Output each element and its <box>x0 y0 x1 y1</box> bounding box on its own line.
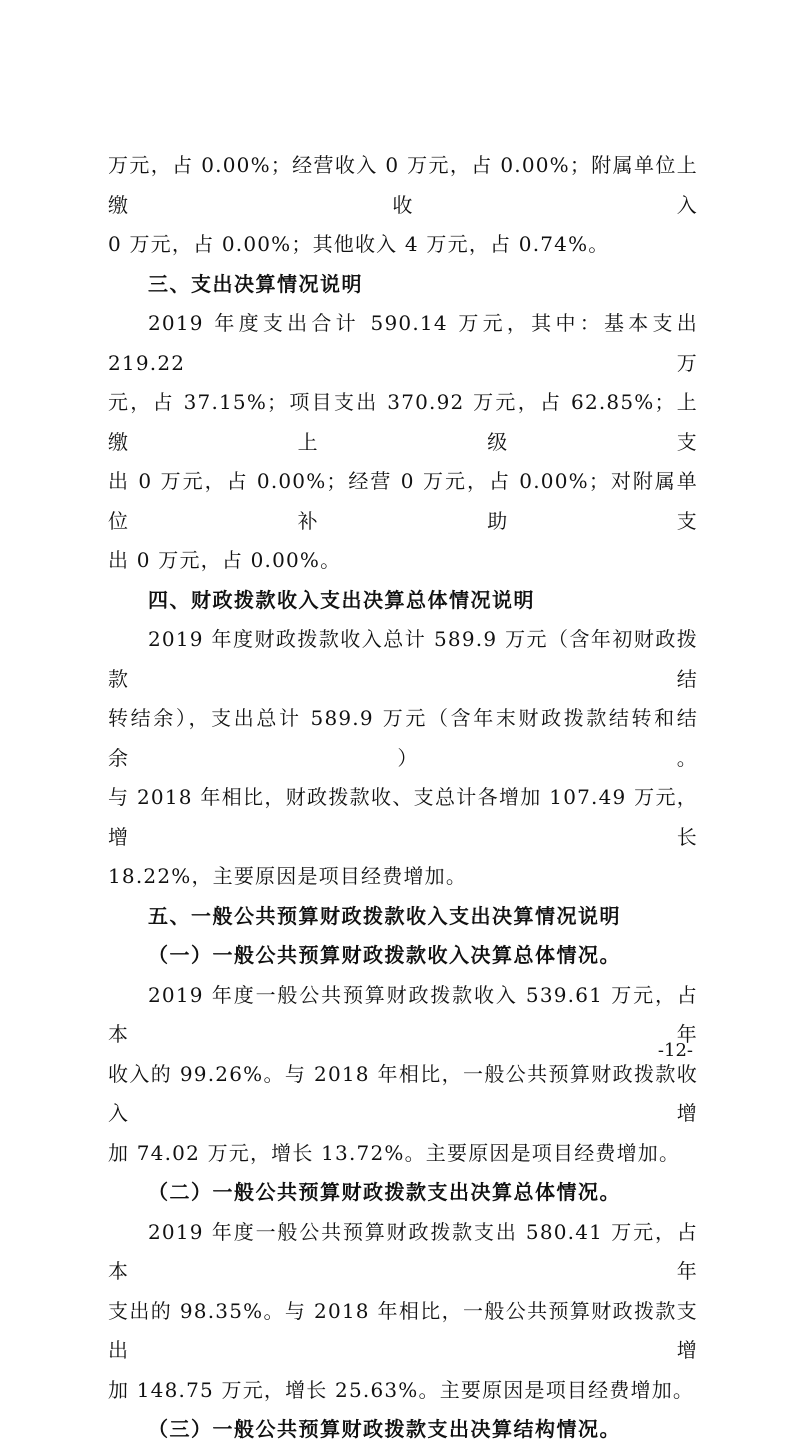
text-line: 支出的 98.35%。与 2018 年相比，一般公共预算财政拨款支出增 <box>108 1298 698 1362</box>
text-line: 出 0 万元，占 0.00%。 <box>108 548 342 572</box>
section-heading-expenditure: 三、支出决算情况说明 <box>148 271 363 296</box>
text-line: 出 0 万元，占 0.00%；经营 0 万元，占 0.00%；对附属单位补助支 <box>108 469 698 533</box>
document-body <box>108 146 698 1450</box>
text-line: 2019 年度一般公共预算财政拨款支出 580.41 万元，占本年 <box>108 1219 698 1283</box>
subsection-heading-income: （一）一般公共预算财政拨款收入决算总体情况。 <box>148 943 621 967</box>
section-heading-general-budget: 五、一般公共预算财政拨款收入支出决算情况说明 <box>148 903 621 928</box>
text-line: 收入的 99.26%。与 2018 年相比，一般公共预算财政拨款收入增 <box>108 1061 698 1125</box>
text-line: 18.22%，主要原因是项目经费增加。 <box>108 864 468 888</box>
text-line: 2019 年度支出合计 590.14 万元，其中：基本支出 219.22 万 <box>108 311 698 375</box>
text-line: 0 万元，占 0.00%；其他收入 4 万元，占 0.74%。 <box>108 232 610 256</box>
subsection-heading-expenditure-structure: （三）一般公共预算财政拨款支出决算结构情况。 <box>148 1417 621 1441</box>
section-heading-fiscal: 四、财政拨款收入支出决算总体情况说明 <box>148 587 535 612</box>
text-line: 万元，占 0.00%；经营收入 0 万元，占 0.00%；附属单位上缴收入 <box>108 153 698 217</box>
subsection-heading-expenditure-total: （二）一般公共预算财政拨款支出决算总体情况。 <box>148 1180 621 1204</box>
page-number: -12- <box>657 1040 693 1061</box>
text-line: 加 74.02 万元，增长 13.72%。主要原因是项目经费增加。 <box>108 1140 681 1165</box>
text-line: 与 2018 年相比，财政拨款收、支总计各增加 107.49 万元，增长 <box>108 785 698 849</box>
text-line: 2019 年度财政拨款收入总计 589.9 万元（含年初财政拨款结 <box>108 627 698 691</box>
text-line: 加 148.75 万元，增长 25.63%。主要原因是项目经费增加。 <box>108 1377 695 1402</box>
text-line: 元，占 37.15%；项目支出 370.92 万元，占 62.85%；上缴上级支 <box>108 390 698 454</box>
text-line: 转结余），支出总计 589.9 万元（含年末财政拨款结转和结余）。 <box>108 706 698 770</box>
text-line: 2019 年度一般公共预算财政拨款收入 539.61 万元，占本年 <box>108 982 698 1046</box>
